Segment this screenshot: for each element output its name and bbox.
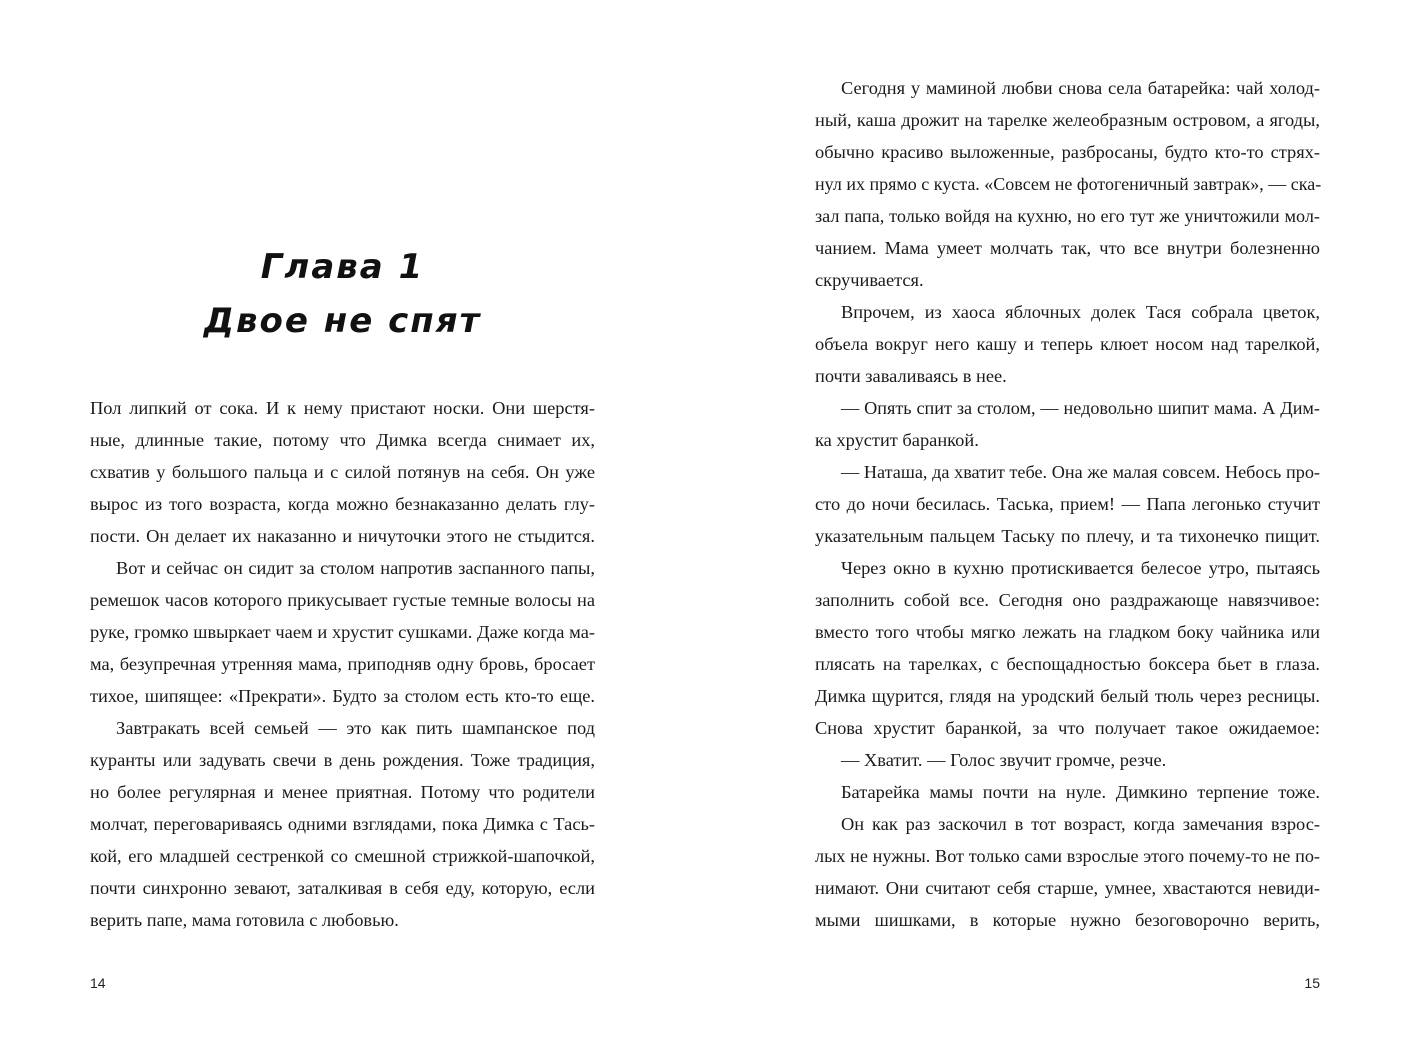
text-line: Через окно в кухню протискивается белесое утро, пытаясь — [841, 558, 1320, 578]
text-line: ремешок часов которого прикусывает густые темные волосы на — [90, 590, 595, 610]
text-line: — Опять спит за столом, — недовольно шипит мама. А Дим- — [841, 398, 1320, 418]
text-line: Сегодня у маминой любви снова села батарейка: чай холод- — [841, 78, 1320, 98]
text-line: руке, громко швыркает чаем и хрустит сушками. Даже когда ма- — [90, 622, 595, 642]
text-line: плясать на тарелках, с беспощадностью боксера бьет в глаза. — [815, 654, 1320, 674]
text-line: сто до ночи бесилась. Таська, прием! — Папа легонько стучит — [815, 494, 1320, 514]
text-line: куранты или задувать свечи в день рождения. Тоже традиция, — [90, 750, 595, 770]
text-line: указательным пальцем Таську по плечу, и та тихонечко пищит. — [815, 526, 1320, 546]
text-line: ный, каша дрожит на тарелке желеобразным островом, а ягоды, — [815, 110, 1320, 130]
text-line: — Хватит. — Голос звучит громче, резче. — [841, 750, 1167, 770]
chapter-number: Глава 1 — [260, 247, 425, 287]
text-line: но более регулярная и менее приятная. Потому что родители — [90, 782, 595, 802]
text-line: ма, безупречная утренняя мама, приподняв одну бровь, бросает — [90, 654, 595, 674]
text-line: Димка щурится, глядя на уродский белый тюль через ресницы. — [815, 686, 1320, 706]
text-line: верить папе, мама готовила с любовью. — [90, 910, 399, 930]
text-line: Он как раз заскочил в тот возраст, когда замечания взрос- — [841, 814, 1320, 834]
right-page — [705, 0, 1410, 1050]
text-line: ка хрустит баранкой. — [815, 430, 979, 450]
page-number-left: 14 — [90, 975, 106, 991]
text-line: тихое, шипящее: «Прекрати». Будто за столом есть кто-то еще. — [90, 686, 595, 706]
text-line: почти заваливаясь в нее. — [815, 366, 1007, 386]
text-line: молчат, переговариваясь одними взглядами, пока Димка с Тась- — [90, 814, 595, 834]
text-line: обычно красиво выложенные, разбросаны, будто кто-то стрях- — [815, 142, 1320, 162]
text-line: Снова хрустит баранкой, за что получает такое ожидаемое: — [815, 718, 1320, 738]
text-line: вместо того чтобы мягко лежать на гладком боку чайника или — [815, 622, 1320, 642]
text-line: — Наташа, да хватит тебе. Она же малая совсем. Небось про- — [841, 462, 1320, 482]
chapter-heading — [90, 240, 595, 348]
text-line: Завтракать всей семьей — это как пить шампанское под — [116, 718, 595, 738]
text-line: объела вокруг него кашу и теперь клюет носом над тарелкой, — [815, 334, 1320, 354]
page-number-right: 15 — [1304, 975, 1320, 991]
text-line: Батарейка мамы почти на нуле. Димкино терпение тоже. — [841, 782, 1320, 802]
text-line: Пол липкий от сока. И к нему пристают носки. Они шерстя- — [90, 398, 595, 418]
text-line: чанием. Мама умеет молчать так, что все внутри болезненно — [815, 238, 1320, 258]
text-line: скручивается. — [815, 270, 924, 290]
text-line: вырос из того возраста, когда можно безнаказанно делать глу- — [90, 494, 595, 514]
text-line: лых не нужны. Вот только сами взрослые этого почему-то не по- — [815, 846, 1320, 866]
text-line: ные, длинные такие, потому что Димка всегда снимает их, — [90, 430, 595, 450]
text-line: схватив у большого пальца и с силой потянув на себя. Он уже — [90, 462, 595, 482]
text-line: почти синхронно зевают, заталкивая в себя еду, которую, если — [90, 878, 595, 898]
text-line: Впрочем, из хаоса яблочных долек Тася собрала цветок, — [841, 302, 1320, 322]
text-line: кой, его младшей сестренкой со смешной стрижкой-шапочкой, — [90, 846, 595, 866]
text-line: зал папа, только войдя на кухню, но его тут же уничтожили мол- — [815, 206, 1320, 226]
text-line: мыми шишками, в которые нужно безоговорочно верить, — [815, 910, 1320, 930]
text-line: нимают. Они считают себя старше, умнее, хвастаются невиди- — [815, 878, 1320, 898]
right-body-text — [815, 72, 1320, 936]
text-line: Вот и сейчас он сидит за столом напротив заспанного папы, — [116, 558, 595, 578]
left-body-text — [90, 392, 595, 936]
text-line: заполнить собой все. Сегодня оно раздражающе навязчивое: — [815, 590, 1320, 610]
chapter-title: Двое не спят — [203, 301, 482, 341]
text-line: пости. Он делает их наказанно и ничуточки этого не стыдится. — [90, 526, 595, 546]
text-line: нул их прямо с куста. «Совсем не фотогеничный завтрак», — ска- — [815, 174, 1322, 194]
